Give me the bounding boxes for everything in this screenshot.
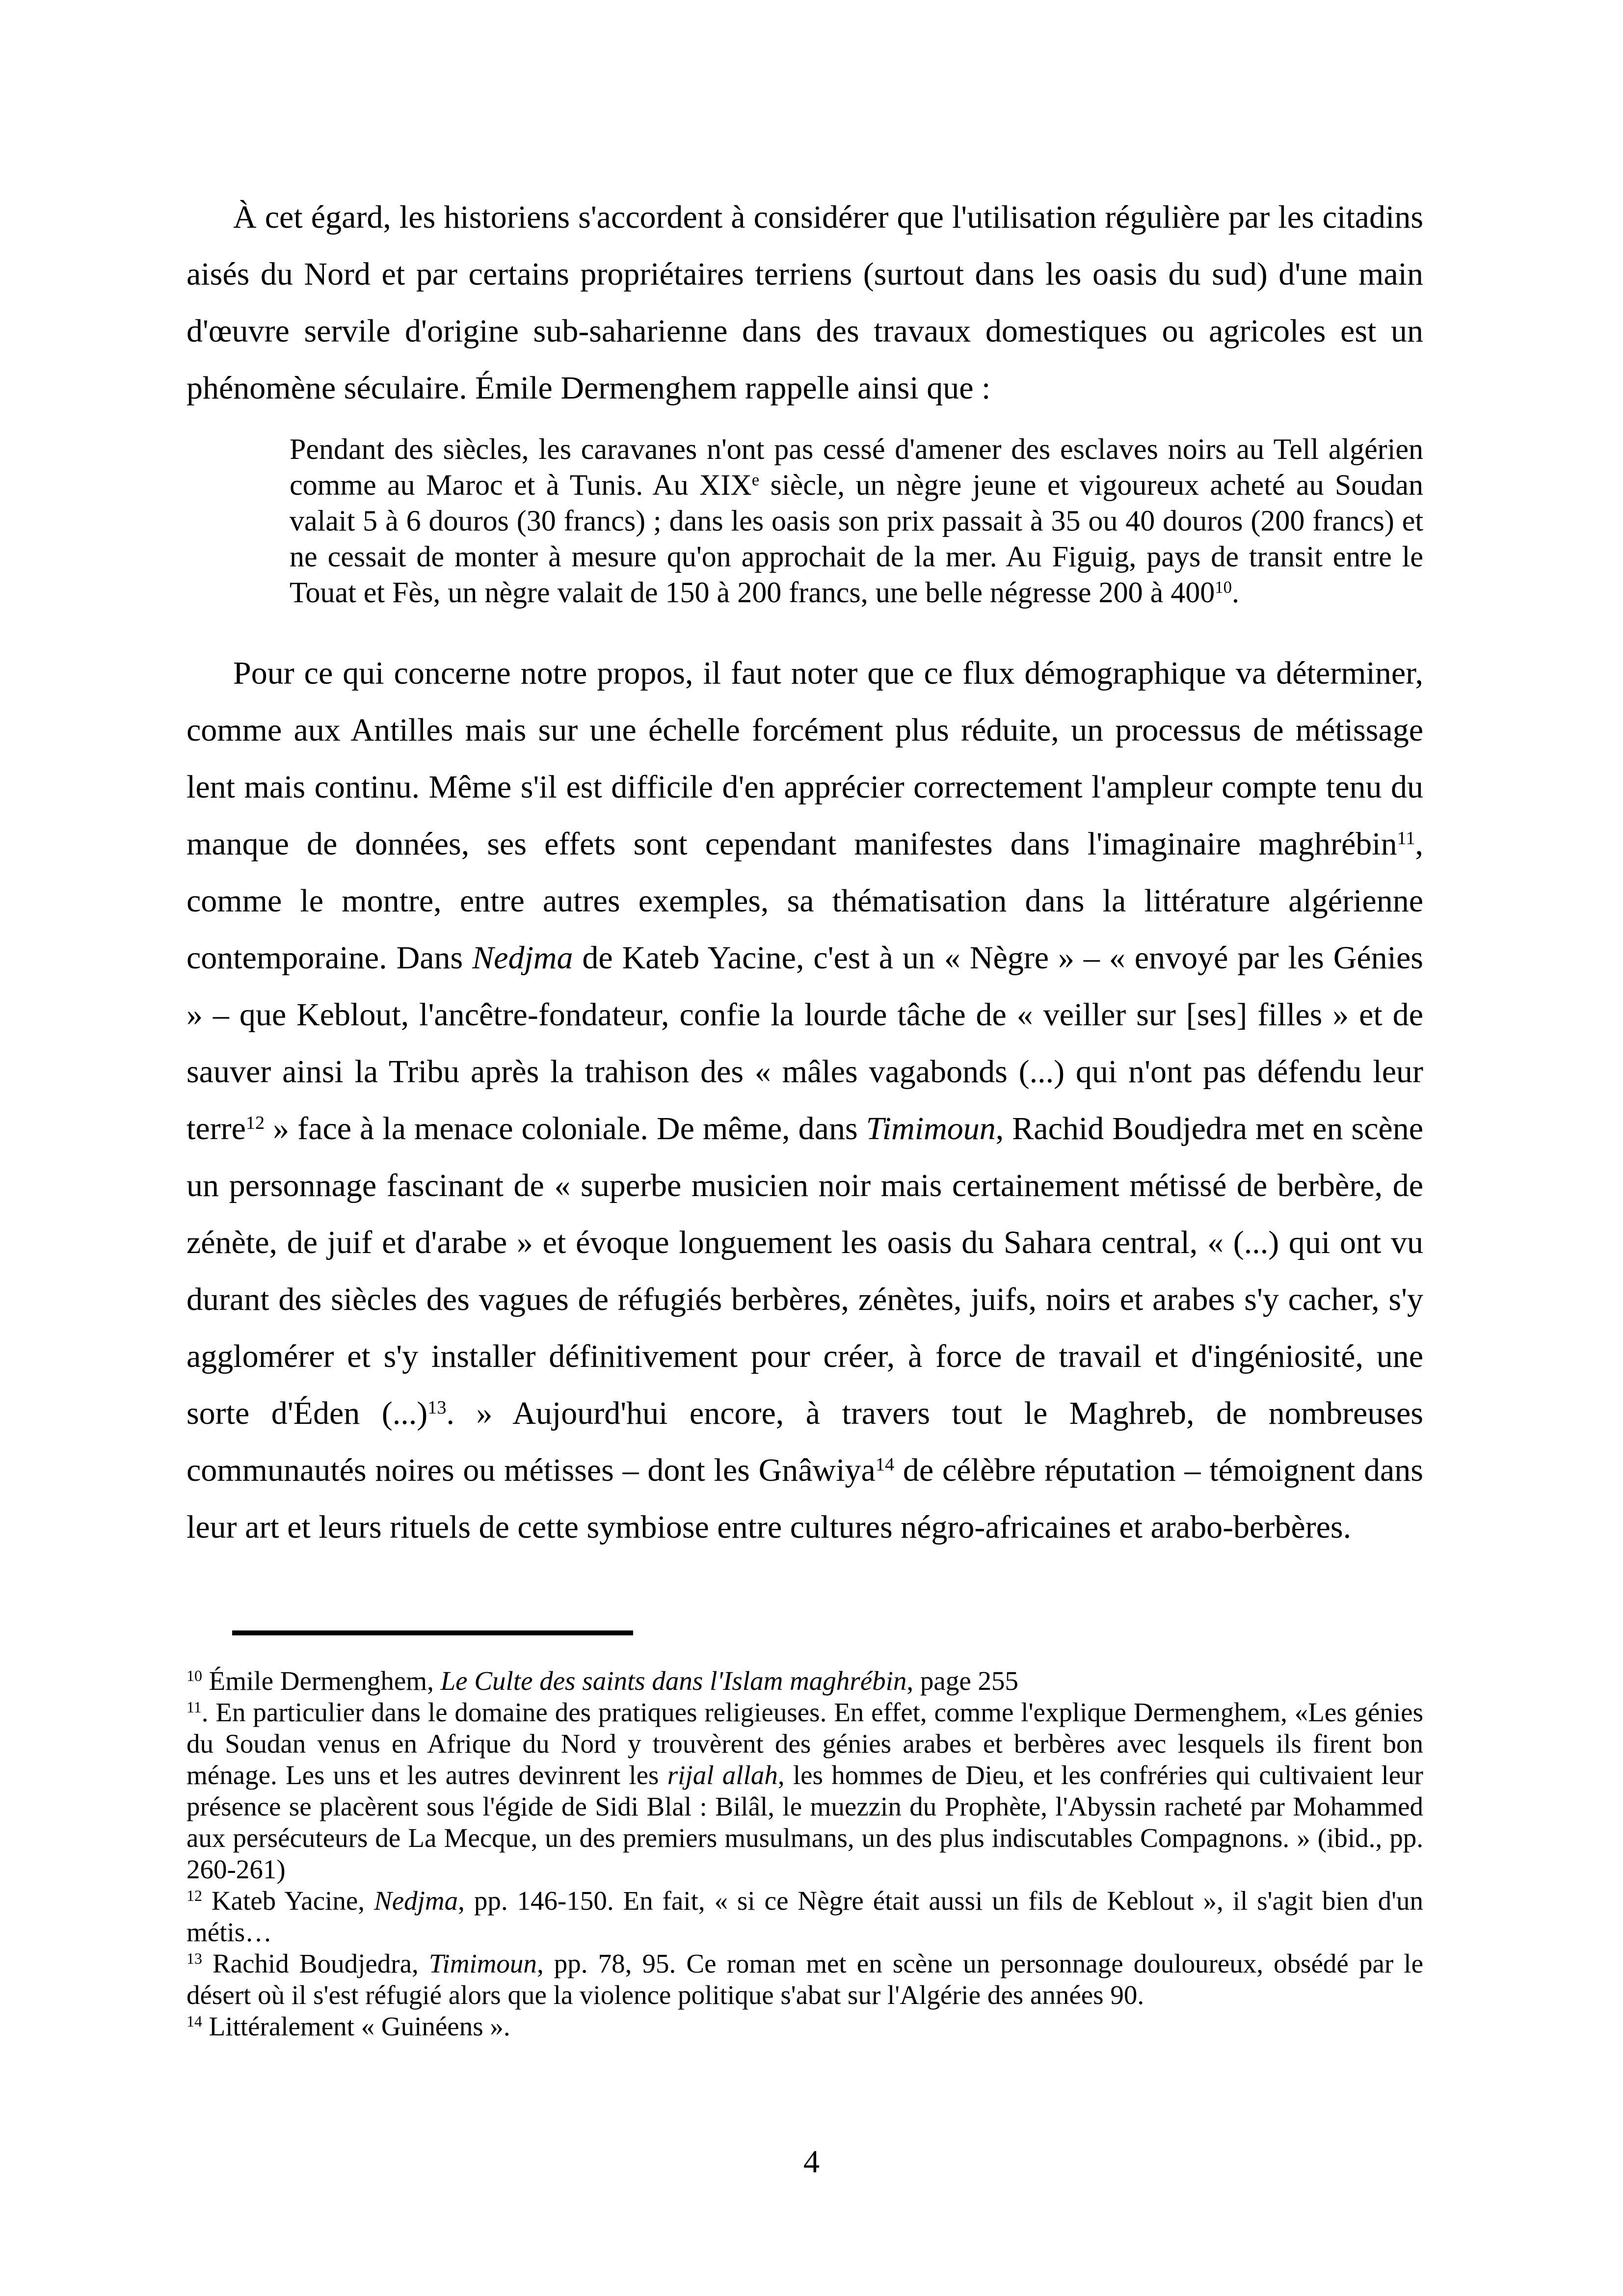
footnote-13: $^{13}$ Rachid Boudjedra, Timimoun, pp. 78, 95. Ce roman met en scène un personnage douloureux, obsédé par le désert où il s'est réfugié alors que la violence politique s'abat sur l'Algérie des années 90. bbox=[186, 1949, 1423, 2010]
blockquote-dermenghem-citation: Pendant des siècles, les caravanes n'ont pas cessé d'amener des esclaves noirs au Tell algérien comme au Maroc et à Tunis. Au XIXe siècle, un nègre jeune et vigoureux acheté au Soudan valait 5 à 6 douros (30 francs) ; dans les oasis son prix passait à 35 ou 40 douros (200 francs) et ne cessait de monter à mesure qu'on approchait de la mer. Au Figuig, pays de transit entre le Touat et Fès, un nègre valait de 150 à 200 francs, une belle négresse 200 à $400^{10}$. bbox=[290, 433, 1423, 609]
page-number: 4 bbox=[803, 2144, 820, 2180]
footnote-12: $^{12}$ Kateb Yacine, Nedjma, pp. 146-150. En fait, « si ce Nègre était aussi un fils de Keblout », il s'agit bien d'un métis… bbox=[186, 1886, 1423, 1947]
footnote-10: $^{10}$ Émile Dermenghem, Le Culte des saints dans l'Islam maghrébin, page 255 bbox=[186, 1666, 1018, 1696]
footnote-14: $^{14}$ Littéralement « Guinéens ». bbox=[186, 2011, 510, 2041]
footnotes-section bbox=[186, 1665, 1423, 2042]
paragraph-intro: À cet égard, les historiens s'accordent à considérer que l'utilisation régulière par les citadins aisés du Nord et par certains propriétaires terriens (surtout dans les oasis du sud) d'une main d'œuvre servile d'origine sub-saharienne dans des travaux domestiques ou agricoles est un phénomène séculaire. Émile Dermenghem rappelle ainsi que : bbox=[186, 199, 1423, 406]
footnote-separator bbox=[232, 1630, 633, 1635]
paragraph-main: Pour ce qui concerne notre propos, il faut noter que ce flux démographique va déterminer, comme aux Antilles mais sur une échelle forcément plus réduite, un processus de métissage lent mais continu. Même s'il est difficile d'en apprécier correctement l'ampleur compte tenu du manque de données, ses effets sont cependant manifestes dans l'imaginaire maghrébin$^{11}$, comme le montre, entre autres exemples, sa thématisation dans la littérature algérienne contemporaine. Dans Nedjma de Kateb Yacine, c'est à un « Nègre » – « envoyé par les Génies » – que Keblout, l'ancêtre-fondateur, confie la lourde tâche de « veiller sur [ses] filles » et de sauver ainsi la Tribu après la trahison des « mâles vagabonds (...) qui n'ont pas défendu leur terre$^{12}$ » face à la menace coloniale. De même, dans Timimoun, Rachid Boudjedra met en scène un personnage fascinant de « superbe musicien noir mais certainement métissé de berbère, de zénète, de juif et d'arabe » et évoque longuement les oasis du Sahara central, « (...) qui ont vu durant des siècles des vagues de réfugiés berbères, zénètes, juifs, noirs et arabes s'y cacher, s'y agglomérer et s'y installer définitivement pour créer, à force de travail et d'ingéniosité, une sorte d'Éden (...)$^{13}$. » Aujourd'hui encore, à travers tout le Maghreb, de nombreuses communautés noires ou métisses – dont les Gnâwiya$^{14}$ de célèbre réputation – témoignent dans leur art et leurs rituels de cette symbiose entre cultures négro-africaines et arabo-berbères. bbox=[186, 655, 1424, 1545]
footnote-11: $^{11}$. En particulier dans le domaine des pratiques religieuses. En effet, comme l'explique Dermenghem, «Les génies du Soudan venus en Afrique du Nord y trouvèrent des génies arabes et berbères avec lesquels ils firent bon ménage. Les uns et les autres devinrent les rijal allah, les hommes de Dieu, et les confréries qui cultivaient leur présence se placèrent sous l'égide de Sidi Blal : Bilâl, le muezzin du Prophète, l'Abyssin racheté par Mohammed aux persécuteurs de La Mecque, un des premiers musulmans, un des plus indiscutables Compagnons. » (ibid., pp. 260-261) bbox=[186, 1697, 1423, 1884]
